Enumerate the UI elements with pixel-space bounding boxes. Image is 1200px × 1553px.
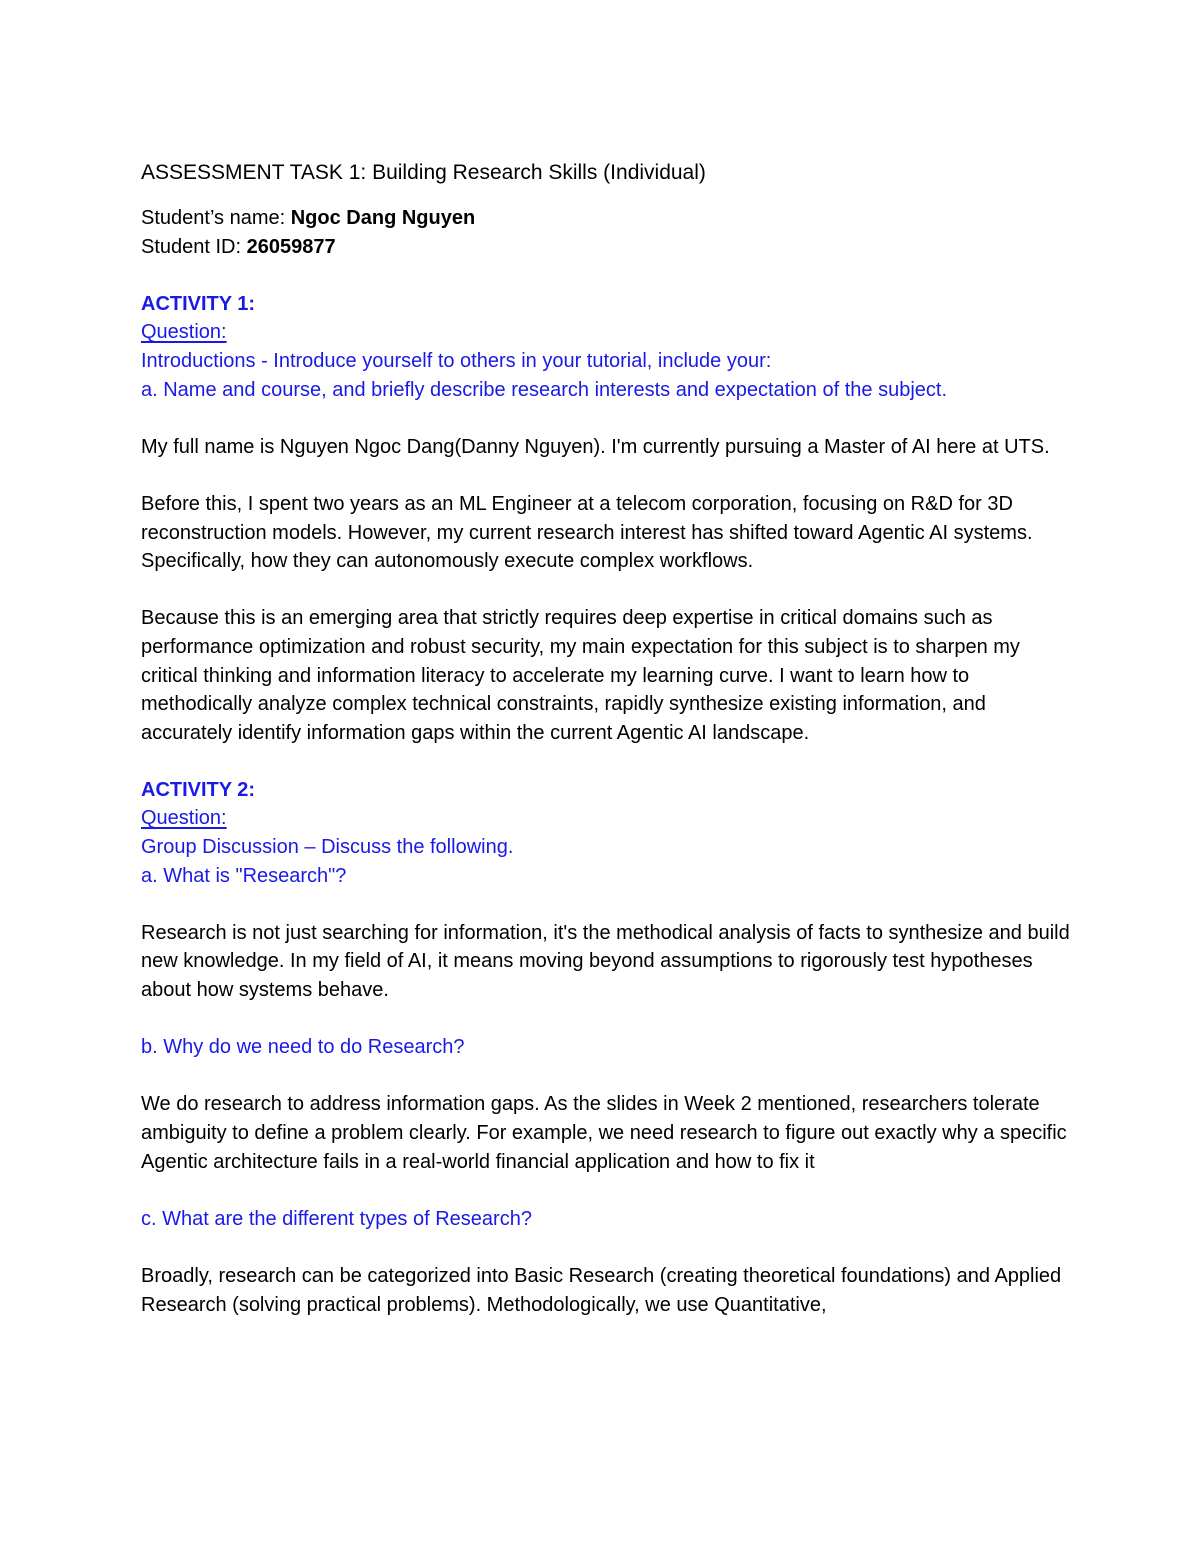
student-name-line xyxy=(141,204,1071,233)
activity2-question-c: c. What are the different types of Research? xyxy=(141,1207,532,1230)
student-name-value: Ngoc Dang Nguyen xyxy=(290,207,476,229)
activity2-heading: ACTIVITY 2: xyxy=(141,778,256,801)
activity1-heading: ACTIVITY 1: xyxy=(141,292,256,315)
activity1-answer-p3: Because this is an emerging area that strictly requires deep expertise in critical domains such as performance optimization and robust security, my main expectation for this subject is to sharpen my critical thinking and information literacy to accelerate my learning curve. I want to learn how to methodically analyze complex technical constraints, rapidly synthesize existing information, and accurately identify information gaps within the current Agentic AI landscape. xyxy=(141,607,1020,744)
document-title: ASSESSMENT TASK 1: Building Research Skills (Individual) xyxy=(141,161,706,184)
activity2-question-b: b. Why do we need to do Research? xyxy=(141,1036,465,1059)
activity2-answer-c: Broadly, research can be categorized into Basic Research (creating theoretical foundations) and Applied Research (solving practical problems). Methodologically, we use Quantitative, xyxy=(141,1264,1062,1316)
activity1-answer-p2: Before this, I spent two years as an ML Engineer at a telecom corporation, focusing on R&D for 3D reconstruction models. However, my current research interest has shifted toward Agentic AI systems. Specifically, how they can autonomously execute complex workflows. xyxy=(141,492,1033,573)
activity2-answer-b: We do research to address information gaps. As the slides in Week 2 mentioned, researchers tolerate ambiguity to define a problem clearly. For example, we need research to figure out exactly why a specific Agentic architecture fails in a real-world financial application and how to fix it xyxy=(141,1093,1067,1173)
student-id-value: 26059877 xyxy=(246,235,336,258)
activity2-question-a: a. What is "Research"? xyxy=(141,864,347,887)
student-id-line xyxy=(141,233,1071,262)
activity2-answer-a: Research is not just searching for information, it's the methodical analysis of facts to synthesize and build new knowledge. In my field of AI, it means moving beyond assumptions to rigorously test hypotheses about how systems behave. xyxy=(141,921,1070,1002)
student-name-label: Student’s name: xyxy=(141,207,291,229)
student-id-label: Student ID: xyxy=(141,235,247,258)
activity2-question-label: Question: xyxy=(141,807,227,830)
activity1-answer-p1: My full name is Nguyen Ngoc Dang(Danny Nguyen). I'm currently pursuing a Master of AI here at UTS. xyxy=(141,435,1050,458)
activity1-question-label: Question: xyxy=(141,321,227,344)
activity2-intro: Group Discussion – Discuss the following. xyxy=(141,836,514,859)
activity1-item-a: a. Name and course, and briefly describe research interests and expectation of the subject. xyxy=(141,378,948,401)
document-page xyxy=(141,158,1071,1348)
activity1-intro: Introductions - Introduce yourself to others in your tutorial, include your: xyxy=(141,349,772,372)
